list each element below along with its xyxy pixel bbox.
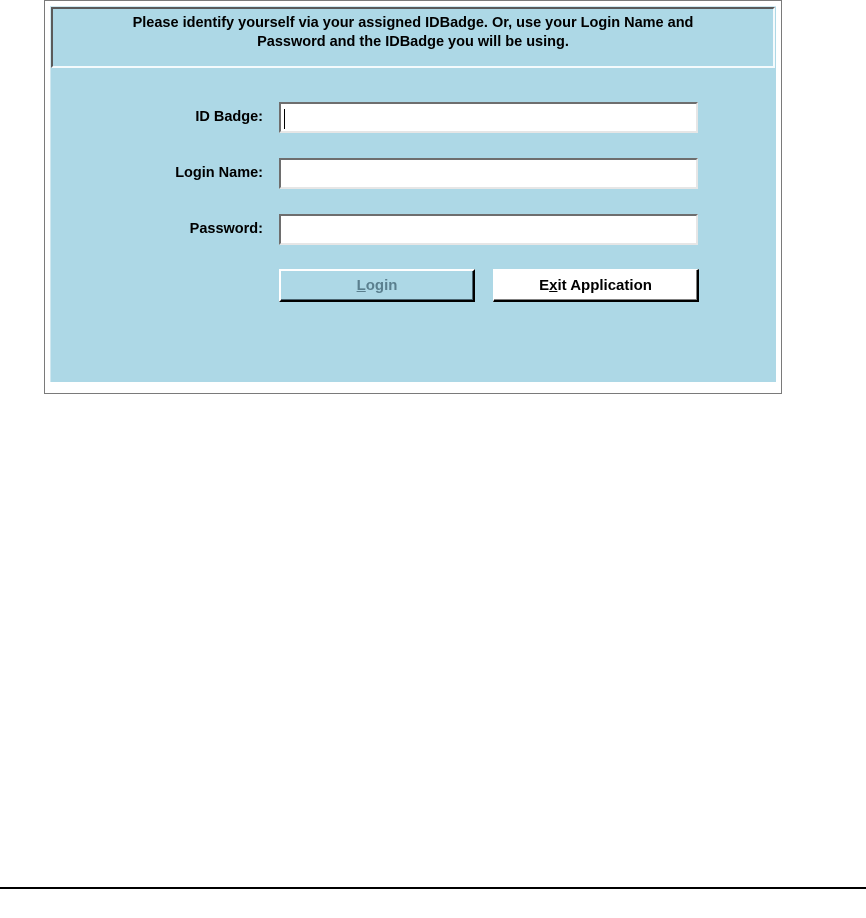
page-footer-rule (0, 887, 866, 889)
password-input[interactable] (279, 214, 698, 245)
exit-application-button[interactable] (493, 269, 699, 302)
instruction-banner (51, 7, 775, 68)
exit-mnemonic: x (549, 276, 558, 294)
id-badge-label: ID Badge: (195, 109, 263, 125)
password-label: Password: (189, 221, 263, 237)
login-name-input[interactable] (279, 158, 698, 189)
screenshot-frame (44, 0, 782, 394)
id-badge-input[interactable] (279, 102, 698, 133)
instruction-line-2: Password and the IDBadge you will be using. (257, 34, 569, 50)
exit-label-start: E (539, 276, 550, 294)
login-name-label: Login Name: (175, 165, 263, 181)
login-button[interactable] (279, 269, 475, 302)
exit-label-rest: it Application (557, 276, 652, 294)
instruction-line-1: Please identify yourself via your assigned IDBadge. Or, use your Login Name and (132, 15, 694, 31)
login-label-rest: ogin (365, 277, 398, 294)
login-dialog (50, 6, 776, 382)
login-mnemonic: L (356, 277, 366, 294)
text-caret (284, 109, 285, 129)
